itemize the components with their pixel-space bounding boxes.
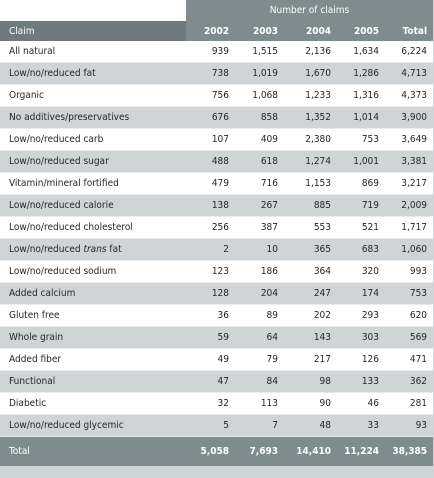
claim-cell bbox=[0, 239, 186, 261]
value-cell-total: 281 bbox=[385, 393, 433, 415]
value-cell-2005: 133 bbox=[337, 371, 385, 393]
value-cell-2005: 126 bbox=[337, 349, 385, 371]
value-cell-2003: 7 bbox=[235, 415, 284, 437]
claim-text-italic: trans bbox=[83, 244, 107, 255]
value-cell-2004: 202 bbox=[284, 305, 337, 327]
total-row-label: Total bbox=[0, 437, 186, 467]
value-cell-2003: 858 bbox=[235, 107, 284, 129]
value-cell-2004: 1,670 bbox=[284, 63, 337, 85]
value-cell-2003: 10 bbox=[235, 239, 284, 261]
value-cell-total: 620 bbox=[385, 305, 433, 327]
value-cell-2002: 59 bbox=[186, 327, 235, 349]
value-cell-2004: 365 bbox=[284, 239, 337, 261]
value-cell-2005: 683 bbox=[337, 239, 385, 261]
value-cell-2004: 90 bbox=[284, 393, 337, 415]
table-row bbox=[0, 393, 433, 415]
value-cell-total: 471 bbox=[385, 349, 433, 371]
value-cell-2005: 1,014 bbox=[337, 107, 385, 129]
table-row bbox=[0, 85, 433, 107]
value-cell-2005: 46 bbox=[337, 393, 385, 415]
claim-cell: Low/no/reduced calorie bbox=[0, 195, 186, 217]
value-cell-2005: 293 bbox=[337, 305, 385, 327]
table-row bbox=[0, 107, 433, 129]
value-cell-2004: 2,136 bbox=[284, 41, 337, 63]
value-cell-2002: 5 bbox=[186, 415, 235, 437]
value-cell-2002: 939 bbox=[186, 41, 235, 63]
table-row bbox=[0, 217, 433, 239]
value-cell-2003: 89 bbox=[235, 305, 284, 327]
value-cell-2003: 79 bbox=[235, 349, 284, 371]
year-2005-header: 2005 bbox=[337, 21, 385, 41]
value-cell-2005: 1,286 bbox=[337, 63, 385, 85]
value-cell-total: 362 bbox=[385, 371, 433, 393]
value-cell-2002: 2 bbox=[186, 239, 235, 261]
total-column-header: Total bbox=[385, 21, 433, 41]
value-cell-2005: 1,634 bbox=[337, 41, 385, 63]
table-row bbox=[0, 151, 433, 173]
value-cell-2003: 387 bbox=[235, 217, 284, 239]
claim-cell: Whole grain bbox=[0, 327, 186, 349]
total-row bbox=[0, 437, 433, 467]
total-2003: 7,693 bbox=[235, 437, 284, 467]
value-cell-2004: 98 bbox=[284, 371, 337, 393]
year-2002-header: 2002 bbox=[186, 21, 235, 41]
value-cell-2003: 1,068 bbox=[235, 85, 284, 107]
value-cell-2002: 123 bbox=[186, 261, 235, 283]
value-cell-2005: 303 bbox=[337, 327, 385, 349]
total-2004: 14,410 bbox=[284, 437, 337, 467]
value-cell-2002: 488 bbox=[186, 151, 235, 173]
value-cell-total: 993 bbox=[385, 261, 433, 283]
value-cell-2002: 256 bbox=[186, 217, 235, 239]
value-cell-total: 2,009 bbox=[385, 195, 433, 217]
value-cell-total: 6,224 bbox=[385, 41, 433, 63]
claim-column-header: Claim bbox=[0, 21, 186, 41]
value-cell-2004: 247 bbox=[284, 283, 337, 305]
claim-cell: Vitamin/mineral fortified bbox=[0, 173, 186, 195]
value-cell-2005: 719 bbox=[337, 195, 385, 217]
value-cell-2005: 869 bbox=[337, 173, 385, 195]
value-cell-2002: 107 bbox=[186, 129, 235, 151]
table-row bbox=[0, 239, 433, 261]
year-2003-header: 2003 bbox=[235, 21, 284, 41]
claim-cell: Low/no/reduced glycemic bbox=[0, 415, 186, 437]
value-cell-2005: 753 bbox=[337, 129, 385, 151]
value-cell-2003: 64 bbox=[235, 327, 284, 349]
value-cell-2002: 47 bbox=[186, 371, 235, 393]
claim-cell: Low/no/reduced carb bbox=[0, 129, 186, 151]
value-cell-2002: 676 bbox=[186, 107, 235, 129]
value-cell-2004: 1,274 bbox=[284, 151, 337, 173]
claim-text-prefix: Low/no/reduced bbox=[9, 244, 84, 255]
claim-cell: Diabetic bbox=[0, 393, 186, 415]
total-2005: 11,224 bbox=[337, 437, 385, 467]
value-cell-2003: 1,515 bbox=[235, 41, 284, 63]
value-cell-2004: 553 bbox=[284, 217, 337, 239]
table-row bbox=[0, 63, 433, 85]
year-2004-header: 2004 bbox=[284, 21, 337, 41]
value-cell-2005: 1,001 bbox=[337, 151, 385, 173]
value-cell-2002: 756 bbox=[186, 85, 235, 107]
claim-cell: Gluten free bbox=[0, 305, 186, 327]
value-cell-2004: 1,233 bbox=[284, 85, 337, 107]
claim-cell: Low/no/reduced fat bbox=[0, 63, 186, 85]
claim-cell: No additives/preservatives bbox=[0, 107, 186, 129]
value-cell-2004: 885 bbox=[284, 195, 337, 217]
value-cell-2003: 204 bbox=[235, 283, 284, 305]
value-cell-total: 3,900 bbox=[385, 107, 433, 129]
value-cell-2003: 716 bbox=[235, 173, 284, 195]
claim-cell: Organic bbox=[0, 85, 186, 107]
claim-cell: Functional bbox=[0, 371, 186, 393]
value-cell-total: 1,060 bbox=[385, 239, 433, 261]
value-cell-2005: 33 bbox=[337, 415, 385, 437]
value-cell-2004: 1,352 bbox=[284, 107, 337, 129]
value-cell-total: 1,717 bbox=[385, 217, 433, 239]
header-columns-row bbox=[0, 21, 433, 41]
table-row bbox=[0, 129, 433, 151]
table-row bbox=[0, 173, 433, 195]
table-row bbox=[0, 195, 433, 217]
value-cell-2002: 36 bbox=[186, 305, 235, 327]
table-row bbox=[0, 261, 433, 283]
table-row bbox=[0, 283, 433, 305]
value-cell-2003: 186 bbox=[235, 261, 284, 283]
claim-cell: Low/no/reduced sugar bbox=[0, 151, 186, 173]
value-cell-2004: 48 bbox=[284, 415, 337, 437]
number-of-claims-header: Number of claims bbox=[186, 0, 433, 21]
value-cell-2005: 320 bbox=[337, 261, 385, 283]
value-cell-2002: 49 bbox=[186, 349, 235, 371]
value-cell-2004: 143 bbox=[284, 327, 337, 349]
table-body bbox=[0, 41, 433, 437]
claim-cell: Low/no/reduced sodium bbox=[0, 261, 186, 283]
table-row bbox=[0, 349, 433, 371]
value-cell-2003: 84 bbox=[235, 371, 284, 393]
value-cell-2002: 128 bbox=[186, 283, 235, 305]
value-cell-total: 4,373 bbox=[385, 85, 433, 107]
value-cell-total: 569 bbox=[385, 327, 433, 349]
value-cell-2003: 618 bbox=[235, 151, 284, 173]
value-cell-2003: 113 bbox=[235, 393, 284, 415]
claim-cell: All natural bbox=[0, 41, 186, 63]
value-cell-2003: 267 bbox=[235, 195, 284, 217]
value-cell-total: 93 bbox=[385, 415, 433, 437]
table-row bbox=[0, 305, 433, 327]
value-cell-total: 3,217 bbox=[385, 173, 433, 195]
value-cell-2002: 138 bbox=[186, 195, 235, 217]
value-cell-2004: 2,380 bbox=[284, 129, 337, 151]
value-cell-total: 3,649 bbox=[385, 129, 433, 151]
value-cell-2004: 364 bbox=[284, 261, 337, 283]
value-cell-total: 3,381 bbox=[385, 151, 433, 173]
value-cell-2003: 1,019 bbox=[235, 63, 284, 85]
header-blank-cell bbox=[0, 0, 186, 21]
value-cell-2005: 521 bbox=[337, 217, 385, 239]
claim-cell: Added calcium bbox=[0, 283, 186, 305]
value-cell-total: 4,713 bbox=[385, 63, 433, 85]
value-cell-2005: 1,316 bbox=[337, 85, 385, 107]
total-2002: 5,058 bbox=[186, 437, 235, 467]
value-cell-2002: 479 bbox=[186, 173, 235, 195]
claim-text-suffix: fat bbox=[106, 244, 122, 255]
claim-cell: Low/no/reduced cholesterol bbox=[0, 217, 186, 239]
total-total: 38,385 bbox=[385, 437, 433, 467]
claim-cell: Added fiber bbox=[0, 349, 186, 371]
value-cell-total: 753 bbox=[385, 283, 433, 305]
table-row bbox=[0, 327, 433, 349]
table-row bbox=[0, 371, 433, 393]
value-cell-2005: 174 bbox=[337, 283, 385, 305]
header-group-row bbox=[0, 0, 433, 21]
value-cell-2004: 1,153 bbox=[284, 173, 337, 195]
value-cell-2004: 217 bbox=[284, 349, 337, 371]
value-cell-2003: 409 bbox=[235, 129, 284, 151]
table-row bbox=[0, 41, 433, 63]
table-row bbox=[0, 415, 433, 437]
value-cell-2002: 32 bbox=[186, 393, 235, 415]
value-cell-2002: 738 bbox=[186, 63, 235, 85]
